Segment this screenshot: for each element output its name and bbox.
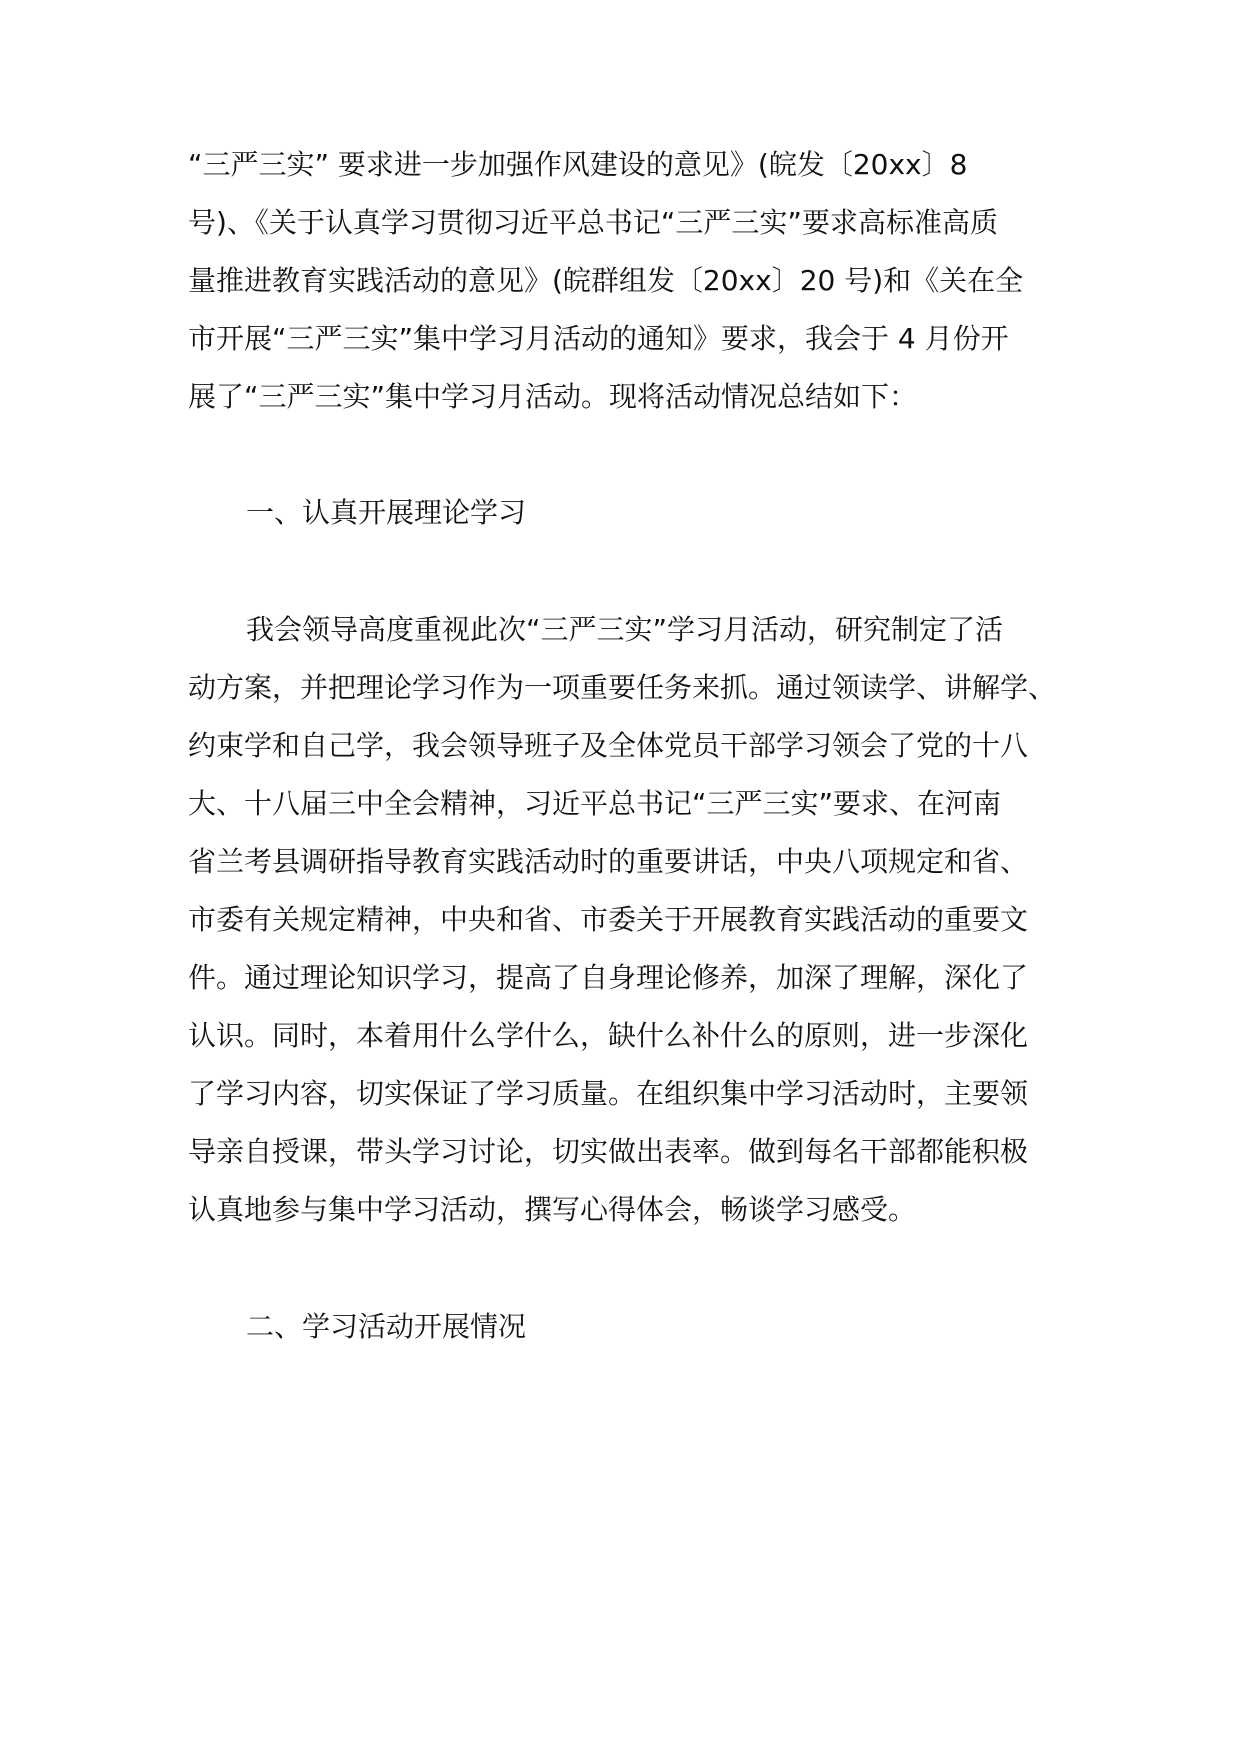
intro-line-1: “三严三实” 要求进一步加强作风建设的意见》(皖发〔20xx〕8	[188, 148, 968, 181]
section1-line-1: 我会领导高度重视此次“三严三实”学习月活动，研究制定了活	[246, 613, 1004, 646]
section1-line-10: 导亲自授课，带头学习讨论，切实做出表率。做到每名干部都能积极	[188, 1135, 1029, 1168]
section1-line-7: 件。通过理论知识学习，提高了自身理论修养，加深了理解，深化了	[188, 961, 1029, 994]
section1-line-11: 认真地参与集中学习活动，撰写心得体会，畅谈学习感受。	[188, 1193, 917, 1226]
section1-line-4: 大、十八届三中全会精神，习近平总书记“三严三实”要求、在河南	[188, 787, 1002, 820]
intro-line-4: 市开展“三严三实”集中学习月活动的通知》要求，我会于 4 月份开	[188, 322, 1009, 355]
section1-line-5: 省兰考县调研指导教育实践活动时的重要讲话，中央八项规定和省、	[188, 845, 1029, 878]
intro-line-2: 号)、《关于认真学习贯彻习近平总书记“三严三实”要求高标准高质	[188, 206, 998, 239]
section1-line-6: 市委有关规定精神，中央和省、市委关于开展教育实践活动的重要文	[188, 903, 1029, 936]
intro-line-3: 量推进教育实践活动的意见》(皖群组发〔20xx〕20 号)和《关在全	[188, 264, 1024, 297]
intro-line-5: 展了“三严三实”集中学习月活动。现将活动情况总结如下：	[188, 380, 918, 413]
section1-line-3: 约束学和自己学，我会领导班子及全体党员干部学习领会了党的十八	[188, 729, 1029, 762]
section1-line-2: 动方案，并把理论学习作为一项重要任务来抓。通过领读学、讲解学、	[188, 671, 1057, 704]
section1-line-8: 认识。同时，本着用什么学什么，缺什么补什么的原则，进一步深化	[188, 1019, 1029, 1052]
section-heading-1: 一、认真开展理论学习	[246, 496, 527, 529]
section-heading-2: 二、学习活动开展情况	[246, 1310, 527, 1343]
section1-line-9: 了学习内容，切实保证了学习质量。在组织集中学习活动时，主要领	[188, 1077, 1029, 1110]
